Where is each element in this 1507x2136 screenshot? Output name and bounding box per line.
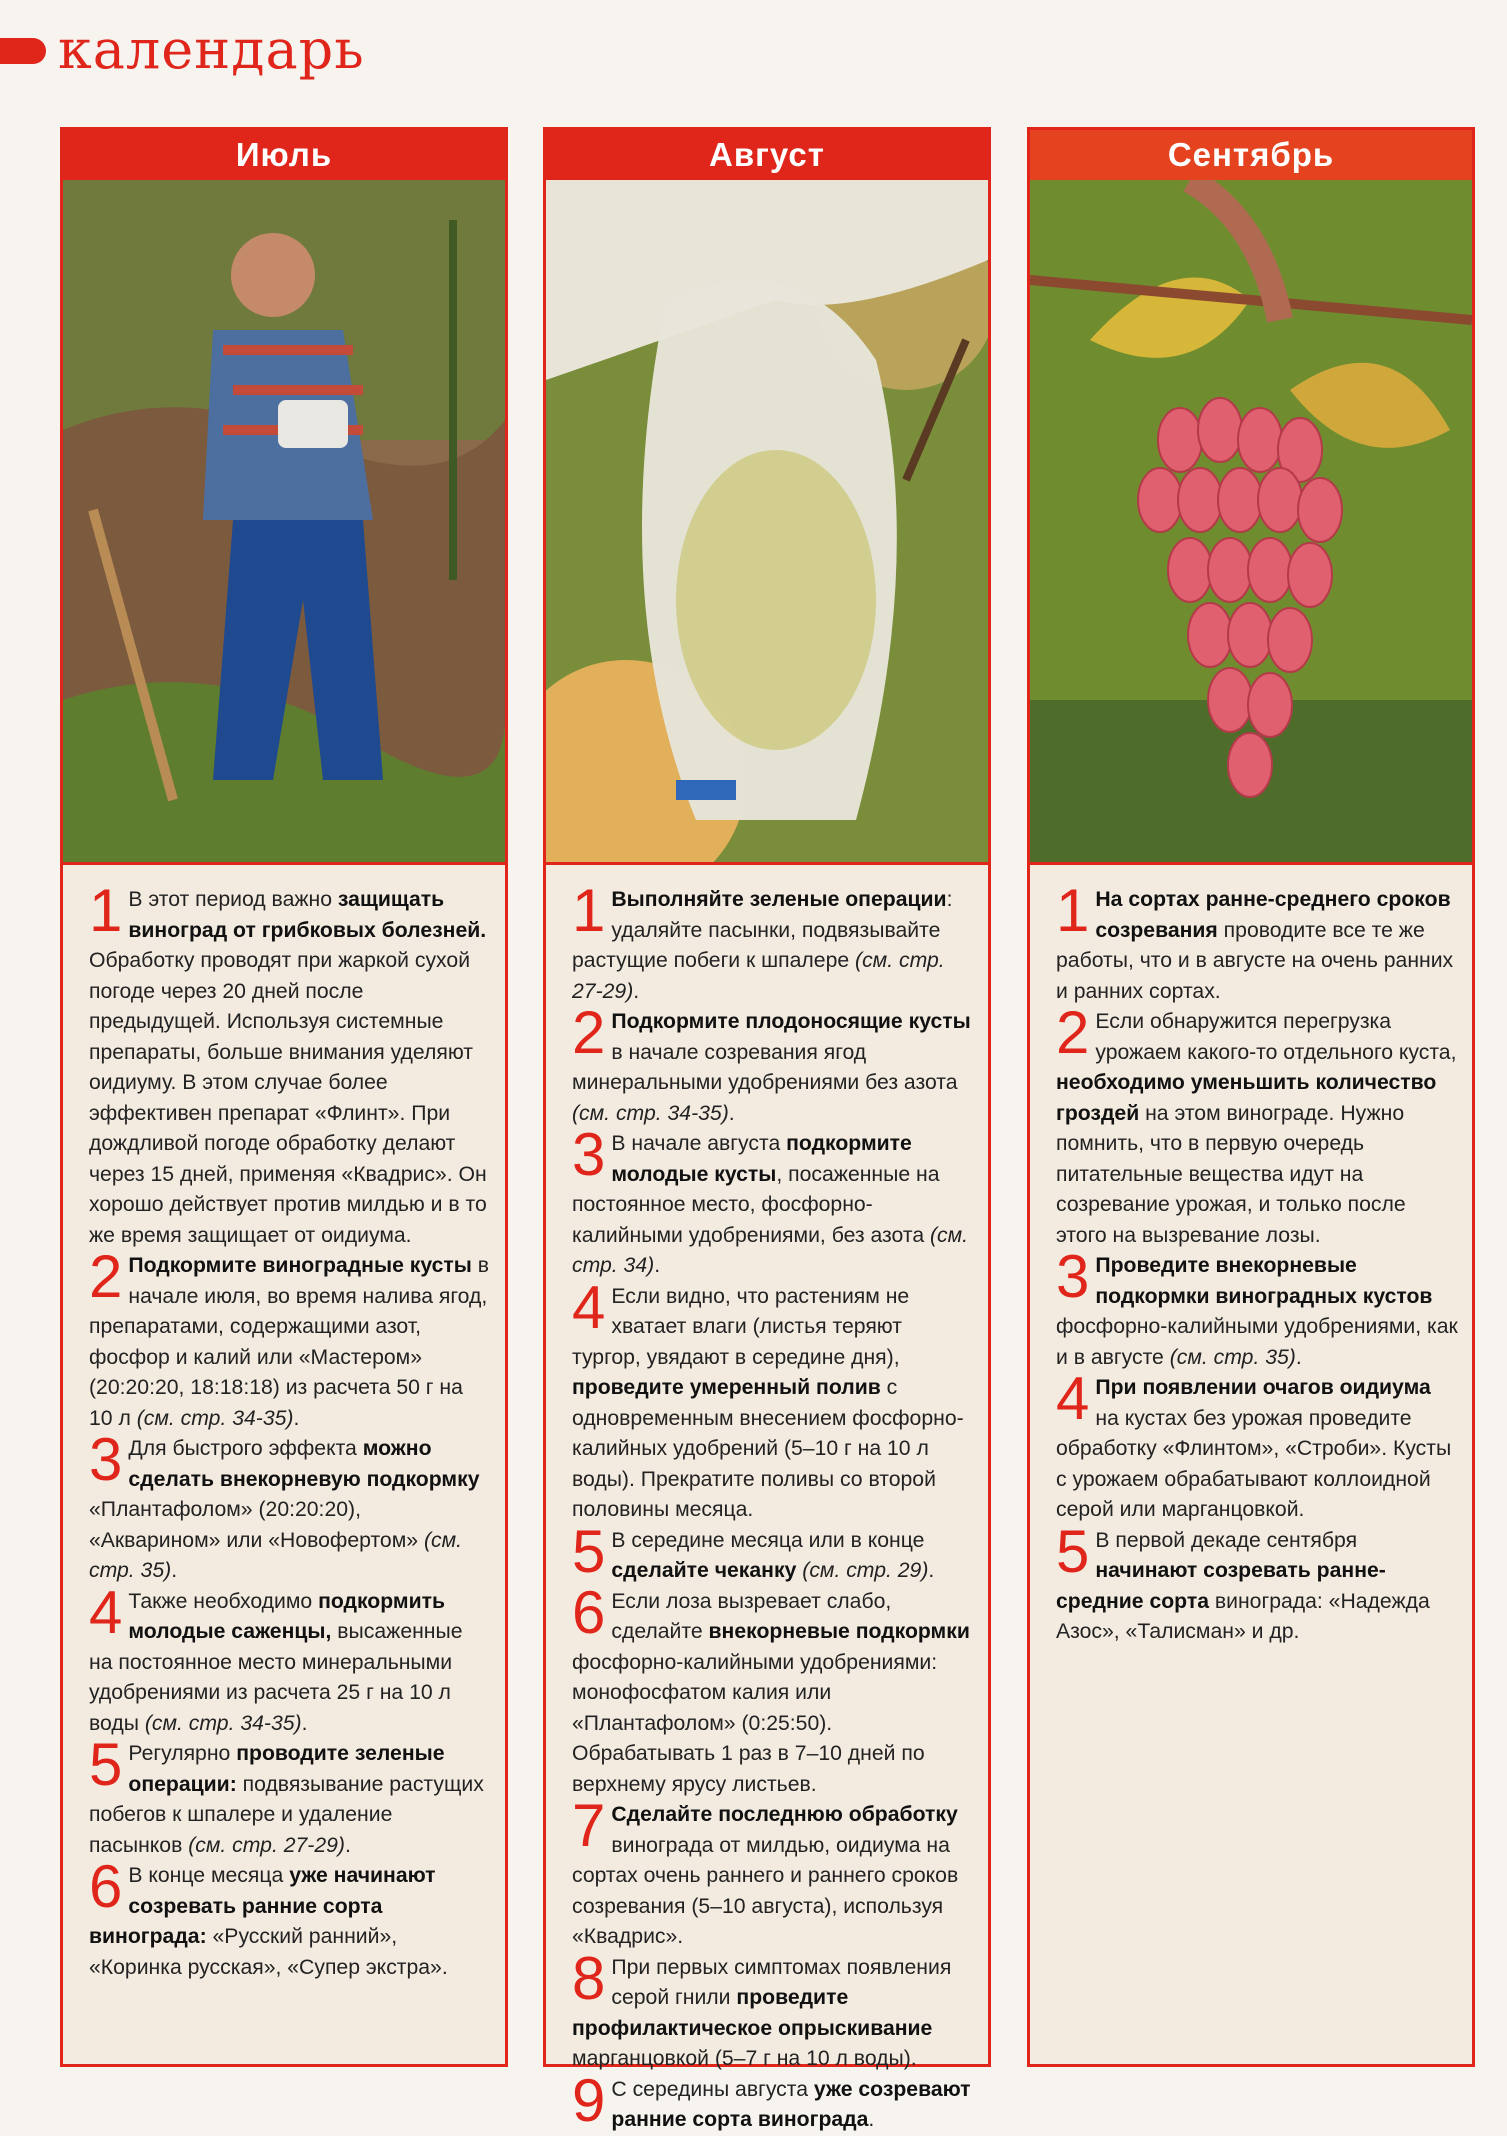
list-item: 5 Регулярно проводите зеленые операции: подвязывание растущих побегов к шпалере и удаление пасынков (см. стр. 27-29). [89, 1731, 484, 1857]
list-item: 6 В конце месяца уже начинают созревать ранние сорта винограда: «Русский ранний», «Коринка русская», «Супер экстра». [89, 1853, 448, 1979]
list-item: 3 Для быстрого эффекта можно сделать внекорневую подкормку «Плантафолом» (20:20:20), «Акварином» или «Новофертом» (см. стр. 35). [89, 1426, 480, 1582]
section-header [0, 18, 600, 88]
column-july [60, 127, 508, 2067]
header-accent-bar [0, 38, 46, 64]
list-item: 4 Если видно, что растениям не хватает влаги (листья теряют тургор, увядают в середине дня), проведите умеренный полив с одновременным внесением фосфорно-калийных удобрений (5–10 г на 10 л воды). Прекратите поливы со второй половины месяца. [572, 1273, 964, 1521]
gardener-icon [63, 180, 505, 862]
list-item: 2 Подкормите плодоносящие кусты в начале созревания ягод минеральными удобрениями без азота (см. стр. 34-35). [572, 999, 971, 1125]
task-list [546, 865, 988, 2136]
list-item: 2 Если обнаружится перегрузка урожаем какого-то отдельного куста, необходимо уменьшить количество гроздей на этом винограде. Нужно помнить, что в первую очередь питательные вещества идут на созревание урожая, и только после этого на вызревание лозы. [1056, 999, 1457, 1247]
column-august [543, 127, 991, 2134]
list-item: 3 Проведите внекорневые подкормки виноградных кустов фосфорно-калийными удобрениями, как и в августе (см. стр. 35). [1056, 1243, 1458, 1369]
section-title: календарь [58, 18, 365, 81]
month-title: Июль [63, 130, 505, 180]
list-item: 3 В начале августа подкормите молодые кусты, посаженные на постоянное место, фосфорно-калийными удобрениями, без азота (см. стр. 34). [572, 1121, 969, 1277]
list-item: 7 Сделайте последнюю обработку винограда от милдью, оидиума на сортах очень раннего и раннего сроков созревания (5–10 августа), используя «Квадрис». [572, 1792, 959, 1948]
list-item: 8 При первых симптомах появления серой гнили проведите профилактическое опрыскивание марганцовкой (5–7 г на 10 л воды). [572, 1944, 952, 2070]
column-september [1027, 127, 1475, 2067]
list-item: 5 В середине месяца или в конце сделайте чеканку (см. стр. 29). [572, 1517, 935, 1585]
list-item: 9 С середины августа уже созревают ранние сорта винограда. [572, 2066, 971, 2134]
list-item: 4 При появлении очагов оидиума на кустах без урожая проведите обработку «Флинтом», «Строби». Кусты с урожаем обрабатывают коллоидной серой или марганцовкой. [1056, 1365, 1452, 1521]
list-item: 1 В этот период важно защищать виноград от грибковых болезней. Обработку проводят при жаркой сухой погоде через 20 дней после предыдущей. Используя системные препараты, больше внимания уделяют оидиуму. В этом случае более эффективен препарат «Флинт». При дождливой погоде обработку делают через 15 дней, применяя «Квадрис». Он хорошо действует против милдью и в то же время защищает от оидиума. [89, 877, 487, 1247]
list-item: 6 Если лоза вызревает слабо, сделайте внекорневые подкормки фосфорно-калийными удобрениями: монофосфатом калия или «Плантафолом» (0:25:50). Обрабатывать 1 раз в 7–10 дней по верхнему ярусу листьев. [572, 1578, 970, 1796]
grape-bag-icon [546, 180, 988, 862]
photo-september [1030, 180, 1472, 865]
grape-cluster-icon [1030, 180, 1472, 862]
list-item: 5 В первой декаде сентября начинают созревать ранне-средние сорта винограда: «Надежда Азос», «Талисман» и др. [1056, 1517, 1430, 1643]
list-item: 1 Выполняйте зеленые операции: удаляйте пасынки, подвязывайте растущие побеги к шпалере (см. стр. 27-29). [572, 877, 953, 1003]
photo-july [63, 180, 505, 865]
list-item: 4 Также необходимо подкормить молодые саженцы, высаженные на постоянное место минеральными удобрениями из расчета 25 г на 10 л воды (см. стр. 34-35). [89, 1578, 463, 1735]
photo-august [546, 180, 988, 865]
list-item: 2 Подкормите виноградные кусты в начале июля, во время налива ягод, препаратами, содержащими азот, фосфор и калий или «Мастером» (20:20:20, 18:18:18) из расчета 50 г на 10 л (см. стр. 34-35). [89, 1243, 490, 1430]
month-title: Август [546, 130, 988, 180]
task-list [63, 865, 505, 1983]
task-list [1030, 865, 1472, 1648]
list-item: 1 На сортах ранне-среднего сроков созревания проводите все те же работы, что и в августе на очень ранних и ранних сортах. [1056, 877, 1454, 1003]
month-title: Сентябрь [1030, 130, 1472, 180]
